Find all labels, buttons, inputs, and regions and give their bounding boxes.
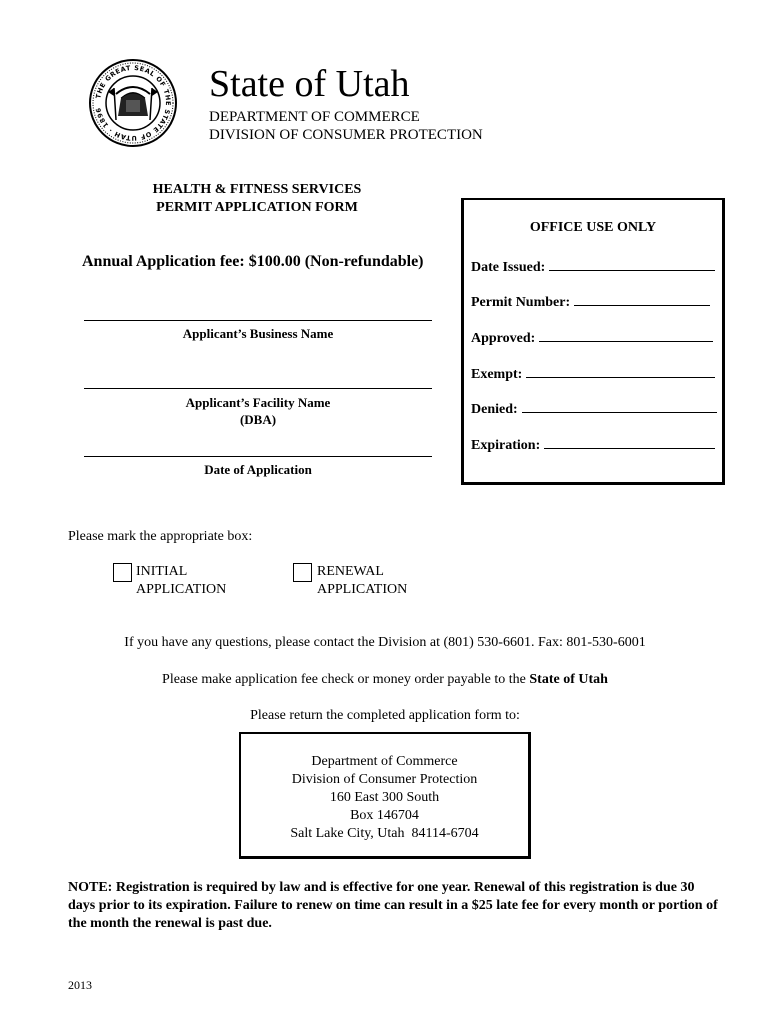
address-line-3: 160 East 300 South [329,790,440,805]
address-line-2: Division of Consumer Protection [291,772,478,787]
office-use-title: OFFICE USE ONLY [529,220,657,235]
exempt-field[interactable] [526,364,715,378]
payable-instructions: Please make application fee check or money order payable to the State of Utah [162,672,608,687]
business-name-line[interactable] [84,320,432,321]
payable-to: State of Utah [529,672,608,687]
date-line[interactable] [84,456,432,457]
registration-note: NOTE: Registration is required by law and is effective for one year. Renewal of this registration is due 30 days prior to its expiration. Failure to renew on time can result in a $25 late fee for every month or portion of the month the renewal is past due. [68,880,718,931]
date-label: Date of Application [204,462,312,477]
office-row-date-issued: Date Issued: [471,257,715,276]
division-name: DIVISION OF CONSUMER PROTECTION [209,127,483,143]
mark-box-prompt: Please mark the appropriate box: [68,529,253,544]
form-heading-line2: PERMIT APPLICATION FORM [156,200,358,215]
approved-field[interactable] [539,328,713,342]
facility-name-line[interactable] [84,388,432,389]
office-row-denied: Denied: [471,399,717,418]
renewal-application-label: RENEWAL APPLICATION [317,564,408,597]
page-title: State of Utah [209,63,410,105]
initial-application-checkbox[interactable] [113,563,132,582]
mailing-address-box [239,732,531,859]
permit-number-field[interactable] [574,292,710,306]
date-issued-field[interactable] [549,257,715,271]
office-row-exempt: Exempt: [471,364,715,383]
department-name: DEPARTMENT OF COMMERCE [209,109,420,125]
return-instructions: Please return the completed application form to: [250,708,520,723]
office-row-permit-number: Permit Number: [471,292,710,311]
form-heading-line1: HEALTH & FITNESS SERVICES [152,182,362,197]
facility-name-dba: (DBA) [239,412,277,427]
state-seal-logo [88,58,178,148]
svg-text:THE GREAT SEAL OF THE STATE OF: THE GREAT SEAL OF THE STATE OF UTAH · 1896 [94,63,173,143]
denied-field[interactable] [522,399,717,413]
application-fee: Annual Application fee: $100.00 (Non-refundable) [82,253,424,270]
office-row-approved: Approved: [471,328,713,347]
address-line-1: Department of Commerce [311,754,458,769]
initial-application-label: INITIAL APPLICATION [136,564,227,597]
address-line-5: Salt Lake City, Utah 84114-6704 [290,826,479,841]
address-line-4: Box 146704 [350,808,419,823]
contact-questions: If you have any questions, please contact the Division at (801) 530-6601. Fax: 801-530-6001 [124,635,646,650]
renewal-application-checkbox[interactable] [293,563,312,582]
office-use-box [461,198,725,485]
form-year: 2013 [68,978,92,992]
expiration-field[interactable] [544,435,715,449]
office-row-expiration: Expiration: [471,435,715,454]
facility-name-label: Applicant’s Facility Name [185,395,331,410]
business-name-label: Applicant’s Business Name [182,326,334,341]
